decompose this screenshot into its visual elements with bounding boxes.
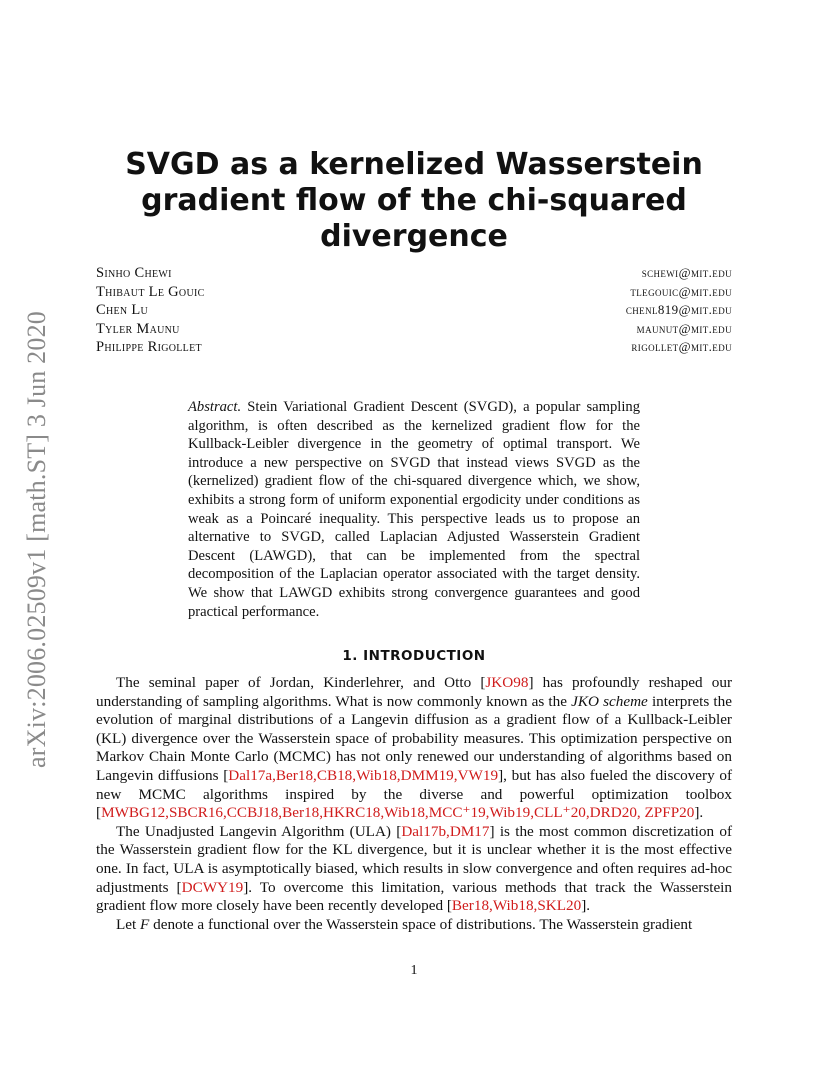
text-span: ] is the most common discretization of the Wasserstein gradient flow for the KL divergence, but it is unclear whether it is the most effective one. In fact, ULA is asymptotically biased, which results in slow convergence and often requires ad-hoc adjustments [ (96, 822, 733, 896)
paragraph-3 (96, 916, 732, 935)
author-email: maunut@mit.edu (636, 320, 732, 336)
author-name: Tyler Maunu (96, 320, 180, 337)
citation-link[interactable]: Ber18,Wib18,SKL20 (451, 897, 582, 915)
arxiv-identifier: arXiv:2006.02509v1 [math.ST] 3 Jun 2020 (22, 311, 51, 768)
text-span: ], but has also fueled the discovery of new MCMC algorithms inspired by the diverse and powerful optimization toolbox [ (96, 766, 733, 822)
text-span: ]. To overcome this limitation, various methods that track the Wasserstein gradient flow more closely have been recently developed [ (96, 878, 732, 915)
section-heading (96, 648, 732, 664)
abstract-text: Stein Variational Gradient Descent (SVGD), a popular sampling algorithm, is often described as the kernelized gradient flow for the Kullback-Leibler divergence in the geometry of optimal transport. We introduce a new perspective on SVGD that instead views SVGD as the (kernelized) gradient flow of the chi-squared divergence which, we show, exhibits a strong form of uniform exponential ergodicity under conditions as weak as a Poincaré inequality. This perspective leads us to propose an alternative to SVGD, called Laplacian Adjusted Wasserstein Gradient Descent (LAWGD), that can be implemented from the spectral decomposition of the Laplacian operator associated with the target density. We show that LAWGD exhibits strong convergence guarantees and good practical performance. (188, 399, 641, 620)
paragraph-2 (96, 823, 732, 916)
text-span: denote a functional over the Wasserstein space of distributions. The Wasserstein gradient (149, 915, 693, 933)
emphasis-text: F (140, 915, 150, 933)
citation-link[interactable]: JKO98 (485, 674, 529, 691)
paper-title: SVGD as a kernelized Wasserstein gradient flow of the chi-squared divergence (125, 147, 703, 254)
text-span: Let (116, 915, 141, 933)
text-span: The Unadjusted Langevin Algorithm (ULA) [ (116, 822, 402, 840)
section-title: INTRODUCTION (363, 648, 486, 664)
author-row (96, 321, 732, 340)
citation-link[interactable]: DCWY19 (181, 878, 244, 896)
section-number: 1. (342, 648, 358, 664)
author-row (96, 284, 732, 303)
author-list (96, 265, 732, 358)
citation-link[interactable]: Dal17b,DM17 (401, 822, 490, 840)
text-span: ] has profoundly reshaped our understanding of sampling algorithms. What is now commonly known as the (96, 674, 733, 710)
author-email: chenl819@mit.edu (625, 302, 732, 317)
author-email: tlegouic@mit.edu (630, 283, 732, 299)
arxiv-sidebar (20, 280, 56, 770)
paragraph-1 (96, 674, 732, 823)
text-span: ]. (694, 804, 704, 822)
text-span: interprets the evolution of marginal distributions of a Langevin diffusion as a gradient flow of a Kullback-Leibler (KL) divergence over the Wasserstein space of probability measures. This optimization perspective on Markov Chain Monte Carlo (MCMC) has not only renewed our understanding of algorithms based on Langevin diffusions [ (96, 692, 732, 784)
abstract (188, 398, 640, 621)
text-span: The seminal paper of Jordan, Kinderlehrer, and Otto [ (116, 674, 486, 691)
author-name: Thibaut Le Gouic (96, 283, 205, 300)
author-email: rigollet@mit.edu (631, 339, 732, 354)
emphasis-text: JKO scheme (571, 692, 648, 710)
author-row (96, 339, 732, 358)
author-email: schewi@mit.edu (641, 265, 732, 280)
author-name: Philippe Rigollet (96, 339, 202, 355)
citation-link[interactable]: MWBG12,SBCR16,CCBJ18,Ber18,HKRC18,Wib18,MCC⁺19,Wib19,CLL⁺20,DRD20, ZPFP20 (101, 804, 695, 822)
author-name: Chen Lu (96, 302, 149, 318)
abstract-label: Abstract. (188, 399, 242, 415)
citation-link[interactable]: Dal17a,Ber18,CB18,Wib18,DMM19,VW19 (228, 766, 499, 784)
author-name: Sinho Chewi (96, 265, 172, 281)
body-text (96, 674, 732, 934)
author-row (96, 265, 732, 284)
text-span: ]. (581, 897, 591, 915)
author-row (96, 302, 732, 321)
page-number: 1 (410, 963, 418, 978)
